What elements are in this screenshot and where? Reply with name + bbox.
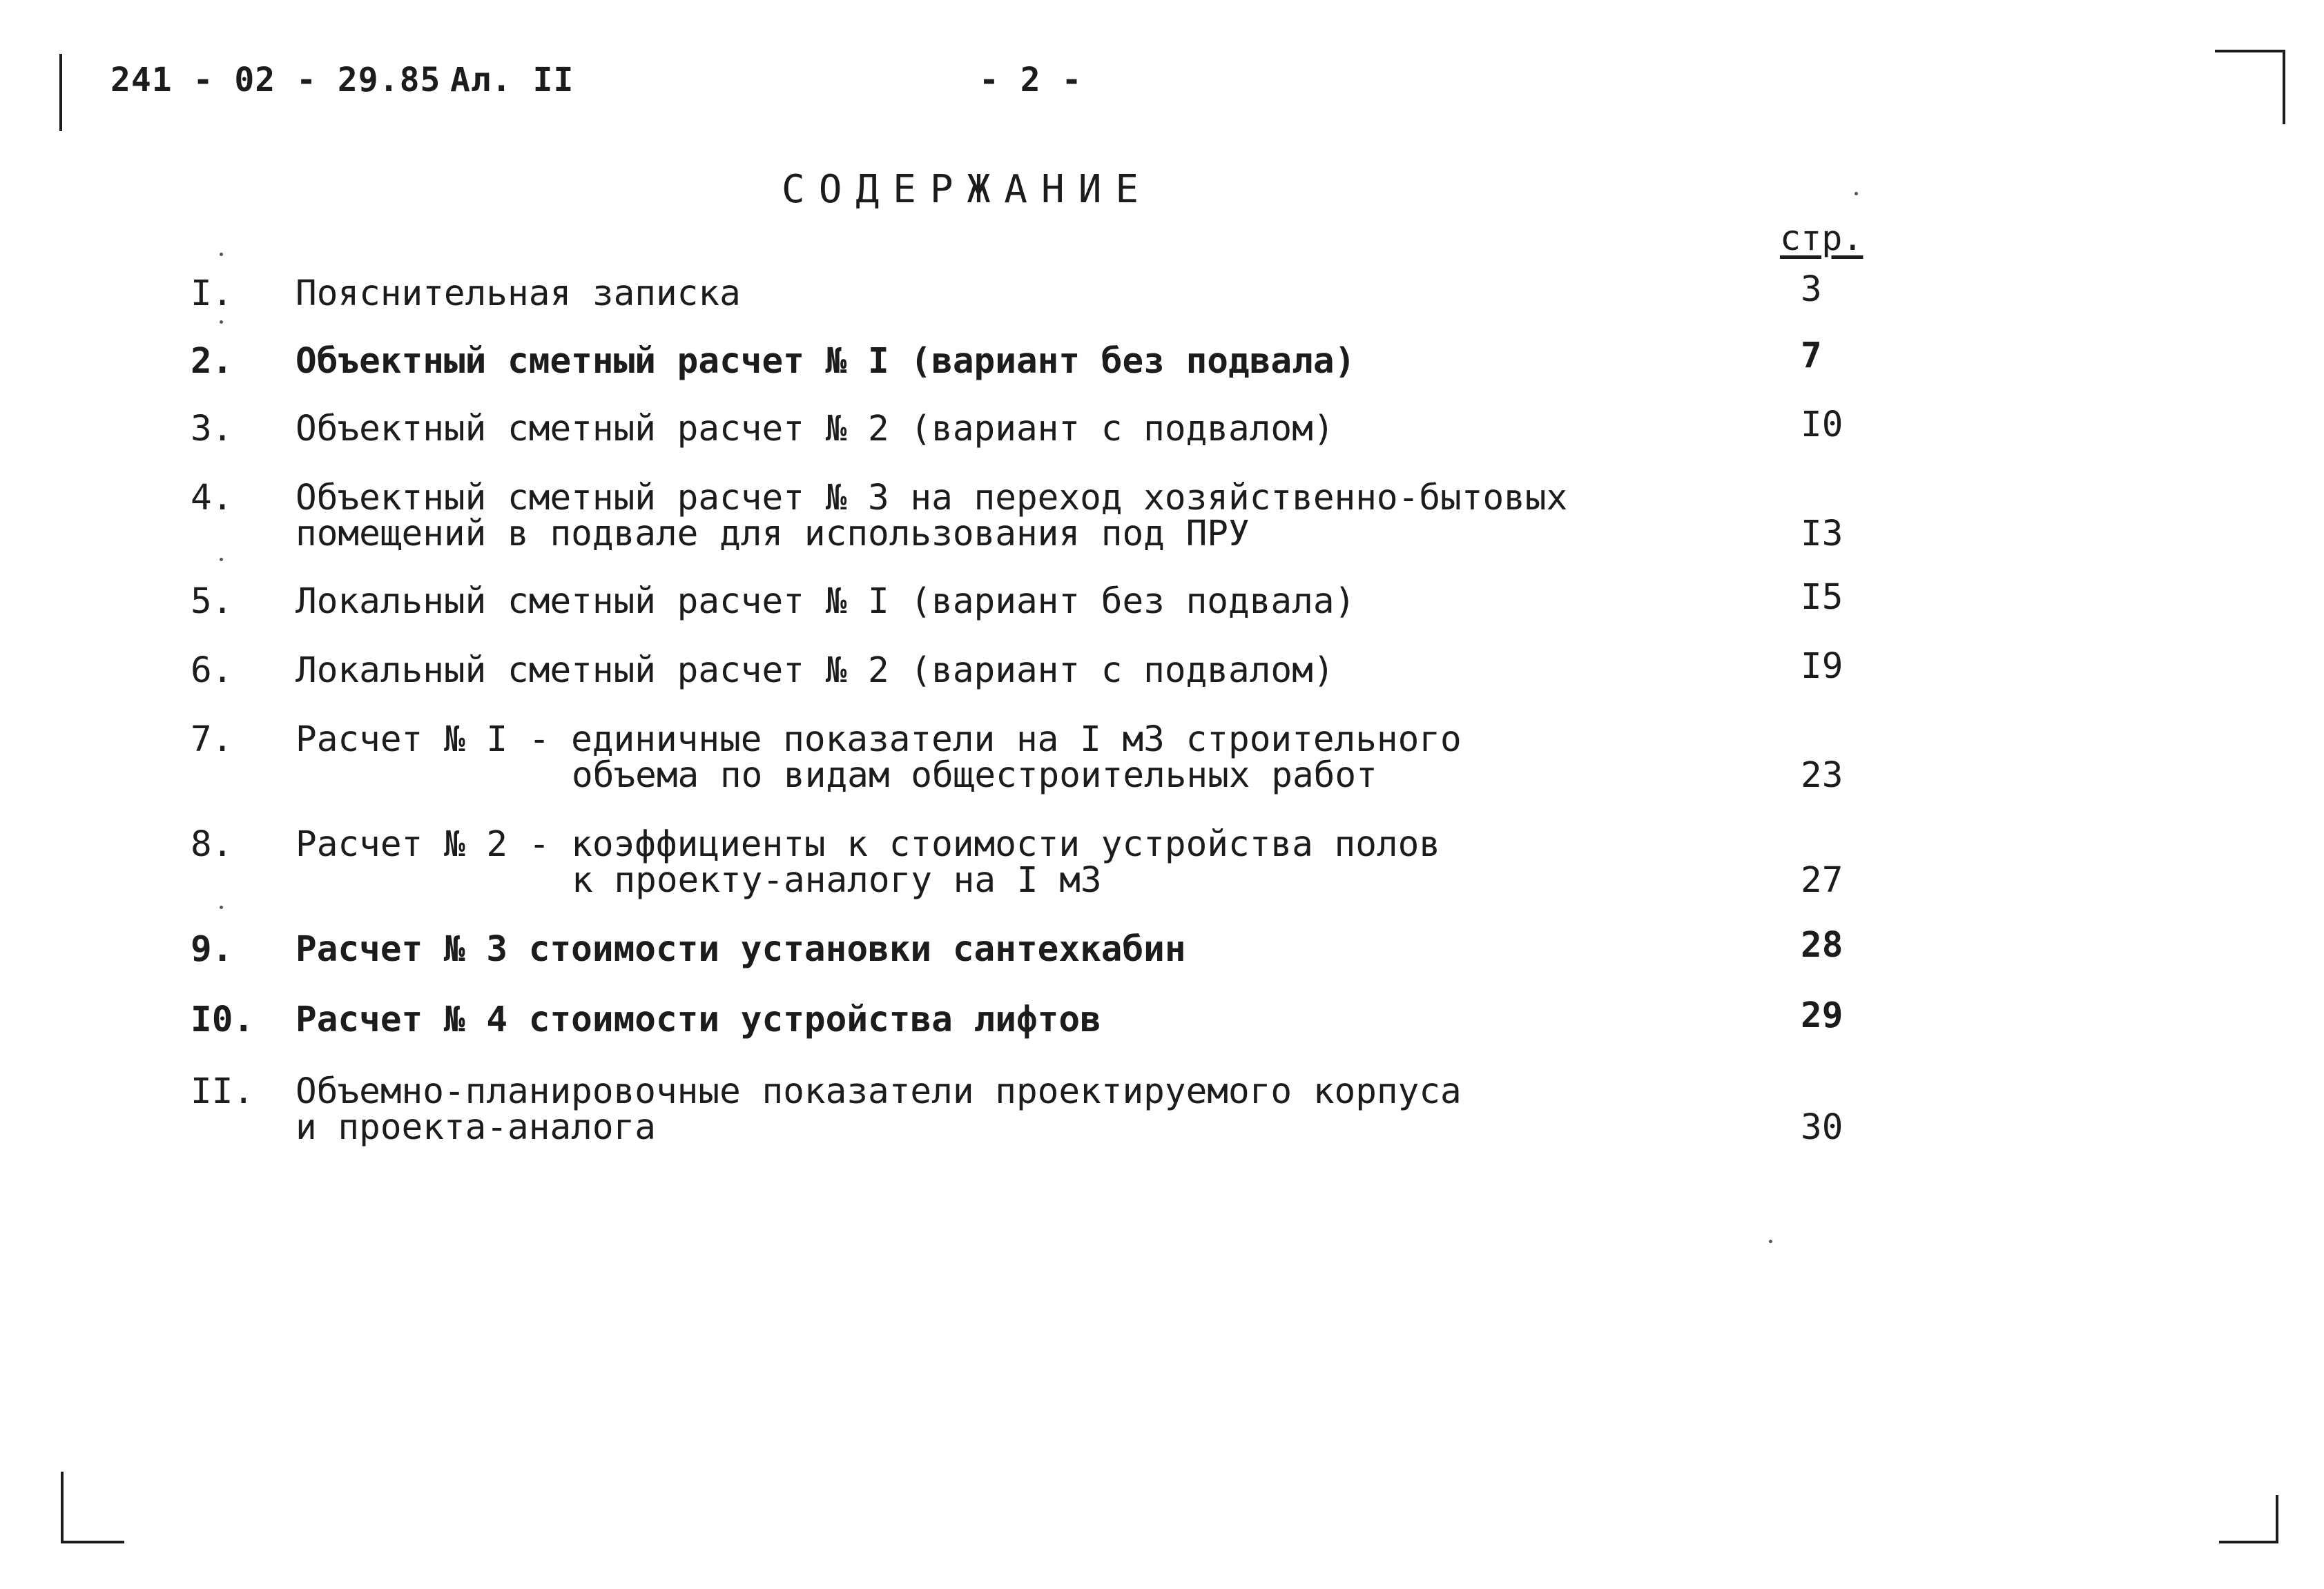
toc-item-text xyxy=(296,1002,1101,1038)
toc-item-number: 4. xyxy=(191,478,233,518)
toc-item-page: I5 xyxy=(1801,577,1843,618)
toc-item-number: 9. xyxy=(191,929,233,970)
toc-item-line: к проекту-аналогу на I м3 xyxy=(572,860,1102,901)
document-code: 241 - 02 - 29.85 xyxy=(110,61,441,99)
scan-speck xyxy=(220,906,223,909)
toc-item-page: 30 xyxy=(1801,1107,1843,1148)
toc-item-number: 8. xyxy=(191,824,233,865)
toc-item-page: 28 xyxy=(1801,925,1843,966)
toc-item-number: 3. xyxy=(191,409,233,449)
toc-item-page: 23 xyxy=(1801,755,1843,796)
toc-item-page: 27 xyxy=(1801,860,1843,901)
album-label: Ал. II xyxy=(450,61,574,99)
frame-mark-bottom-right-vertical xyxy=(2276,1495,2278,1543)
toc-item-page: 7 xyxy=(1801,335,1822,376)
frame-mark-top-left xyxy=(59,54,62,131)
toc-item-line: Расчет № 3 стоимости установки сантехкабин xyxy=(296,929,1186,970)
frame-mark-top-right-vertical xyxy=(2283,50,2285,124)
toc-item-text xyxy=(296,581,1356,622)
page-number: - 2 - xyxy=(979,61,1083,99)
toc-item-line: Локальный сметный расчет № I (вариант без подвала) xyxy=(296,581,1356,622)
toc-item-line: Расчет № I - единичные показатели на I м3 строительного xyxy=(296,719,1462,760)
toc-item-number: 2. xyxy=(191,341,233,382)
page-title: СОДЕРЖАНИЕ xyxy=(782,167,1153,212)
frame-mark-top-right-horizontal xyxy=(2215,50,2285,52)
toc-item-number: 6. xyxy=(191,650,233,691)
toc-item-text xyxy=(296,719,1462,796)
toc-item-number: II. xyxy=(191,1071,255,1112)
toc-item-text xyxy=(296,929,1186,970)
toc-item-text xyxy=(296,650,1335,691)
toc-item-page: I3 xyxy=(1801,514,1843,554)
scan-speck xyxy=(1769,1240,1772,1243)
scan-speck xyxy=(220,253,223,256)
toc-item-line: Объемно-планировочные показатели проектируемого корпуса xyxy=(296,1071,1462,1112)
frame-mark-bottom-left-horizontal xyxy=(61,1541,124,1543)
toc-item-line: Объектный сметный расчет № I (вариант без подвала) xyxy=(296,341,1356,382)
toc-item-page: 29 xyxy=(1801,995,1843,1036)
toc-item-line: Объектный сметный расчет № 3 на переход хозяйственно-бытовых xyxy=(296,478,1568,518)
toc-item-line: помещений в подвале для использования под ПРУ xyxy=(296,514,1250,554)
toc-item-line: и проекта-аналога xyxy=(296,1107,656,1148)
toc-item-line: Объектный сметный расчет № 2 (вариант с подвалом) xyxy=(296,409,1335,449)
toc-item-page: 3 xyxy=(1801,269,1822,310)
toc-item-text xyxy=(296,480,1567,552)
toc-item-text xyxy=(296,1071,1462,1148)
scan-speck xyxy=(220,320,223,324)
toc-item-page: I0 xyxy=(1801,404,1843,445)
page-column-header: стр. xyxy=(1780,218,1863,258)
toc-item-line: Расчет № 2 - коэффициенты к стоимости устройства полов xyxy=(296,824,1441,865)
scan-speck xyxy=(220,558,223,561)
toc-item-text xyxy=(296,411,1335,447)
toc-item-line: Пояснительная записка xyxy=(296,273,741,314)
frame-mark-bottom-left-vertical xyxy=(61,1472,64,1543)
toc-item-line: объема по видам общестроительных работ xyxy=(572,755,1377,796)
frame-mark-bottom-right-horizontal xyxy=(2219,1541,2278,1543)
toc-item-page: I9 xyxy=(1801,646,1843,687)
toc-item-text xyxy=(296,824,1441,901)
toc-item-number: 7. xyxy=(191,719,233,760)
toc-item-line: Расчет № 4 стоимости устройства лифтов xyxy=(296,1000,1101,1040)
toc-item-text xyxy=(296,273,741,314)
toc-item-number: I0. xyxy=(191,1000,255,1040)
scan-speck xyxy=(1855,192,1858,195)
toc-item-text xyxy=(296,341,1356,382)
toc-item-number: 5. xyxy=(191,581,233,622)
toc-item-number: I. xyxy=(191,273,233,314)
toc-item-line: Локальный сметный расчет № 2 (вариант с подвалом) xyxy=(296,650,1335,691)
